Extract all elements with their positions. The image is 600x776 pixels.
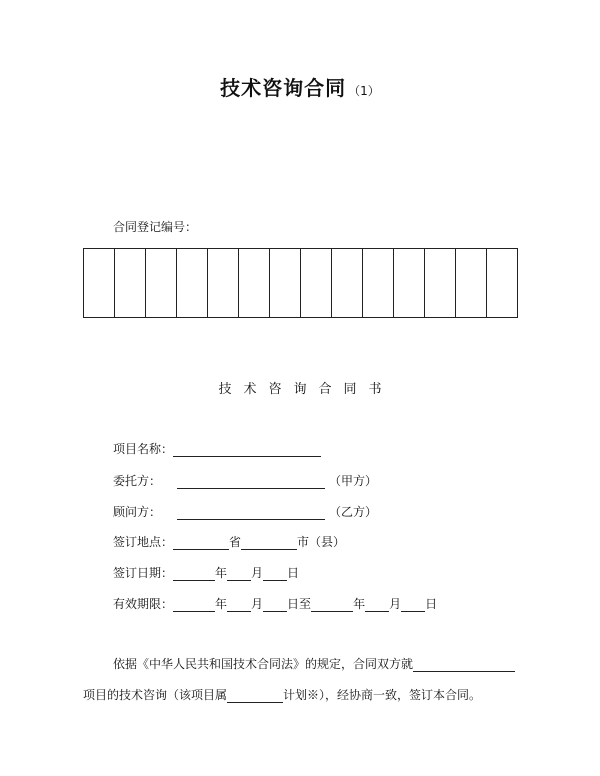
end-year-label: 年: [353, 597, 366, 611]
day-label: 日: [287, 566, 300, 580]
valid-period-label: 有效期限：: [113, 597, 174, 611]
registration-label: 合同登记编号：: [113, 220, 198, 234]
valid-period-row: [113, 595, 437, 612]
client-suffix: （甲方）: [329, 474, 378, 488]
registration-digit-cell[interactable]: [208, 248, 239, 318]
day-to-label: 日至: [287, 597, 312, 611]
city-field[interactable]: [241, 537, 297, 550]
sign-day-field[interactable]: [263, 568, 287, 581]
paragraph-line-2-text-b: 计划※），经协商一致，签订本合同。: [283, 688, 482, 702]
end-day-field[interactable]: [401, 599, 425, 612]
sign-place-row: [113, 533, 345, 550]
consultant-row: [113, 503, 377, 520]
paragraph-line-2: [83, 686, 481, 703]
paragraph-line-1: [113, 655, 515, 672]
project-name-field[interactable]: [173, 444, 321, 457]
registration-digit-cell[interactable]: [84, 248, 115, 318]
consultant-field[interactable]: [177, 507, 325, 520]
paragraph-line-1-text: 依据《中华人民共和国技术合同法》的规定，合同双方就: [113, 657, 414, 671]
sign-year-field[interactable]: [173, 568, 215, 581]
project-name-label: 项目名称：: [113, 442, 174, 456]
document-title: [0, 72, 600, 101]
plan-name-field[interactable]: [227, 690, 283, 703]
registration-digit-cell[interactable]: [146, 248, 177, 318]
year-label: 年: [215, 566, 228, 580]
end-month-label: 月: [389, 597, 402, 611]
end-day-label: 日: [425, 597, 438, 611]
end-month-field[interactable]: [365, 599, 389, 612]
month-label: 月: [251, 566, 264, 580]
sign-month-field[interactable]: [227, 568, 251, 581]
client-row: [113, 472, 377, 489]
end-year-field[interactable]: [311, 599, 353, 612]
registration-digit-cell[interactable]: [332, 248, 363, 318]
project-subject-field[interactable]: [413, 659, 515, 672]
registration-digit-cell[interactable]: [487, 248, 518, 318]
registration-digit-cell[interactable]: [456, 248, 487, 318]
registration-digit-cell[interactable]: [363, 248, 394, 318]
province-label: 省: [229, 535, 242, 549]
province-field[interactable]: [173, 537, 229, 550]
registration-digit-cell[interactable]: [394, 248, 425, 318]
start-month-field[interactable]: [227, 599, 251, 612]
title-number: （1）: [348, 84, 380, 98]
registration-number-grid: [83, 248, 518, 318]
sign-date-label: 签订日期：: [113, 566, 174, 580]
consultant-label: 顾问方：: [113, 505, 162, 519]
consultant-suffix: （乙方）: [329, 505, 378, 519]
document-subtitle: 技术咨询合同书: [218, 382, 394, 397]
title-main: 技术咨询合同: [220, 76, 347, 100]
sign-date-row: [113, 564, 299, 581]
registration-digit-cell[interactable]: [177, 248, 208, 318]
registration-digit-cell[interactable]: [239, 248, 270, 318]
project-name-row: [113, 440, 321, 457]
registration-digit-cell[interactable]: [425, 248, 456, 318]
sign-place-label: 签订地点：: [113, 535, 174, 549]
registration-digit-cell[interactable]: [301, 248, 332, 318]
registration-digit-cell[interactable]: [270, 248, 301, 318]
client-label: 委托方：: [113, 474, 162, 488]
start-year-label: 年: [215, 597, 228, 611]
paragraph-line-2-text-a: 项目的技术咨询（该项目属: [83, 688, 228, 702]
start-year-field[interactable]: [173, 599, 215, 612]
start-month-label: 月: [251, 597, 264, 611]
client-field[interactable]: [177, 476, 325, 489]
city-county-label: 市（县）: [297, 535, 346, 549]
start-day-field[interactable]: [263, 599, 287, 612]
registration-digit-cell[interactable]: [115, 248, 146, 318]
